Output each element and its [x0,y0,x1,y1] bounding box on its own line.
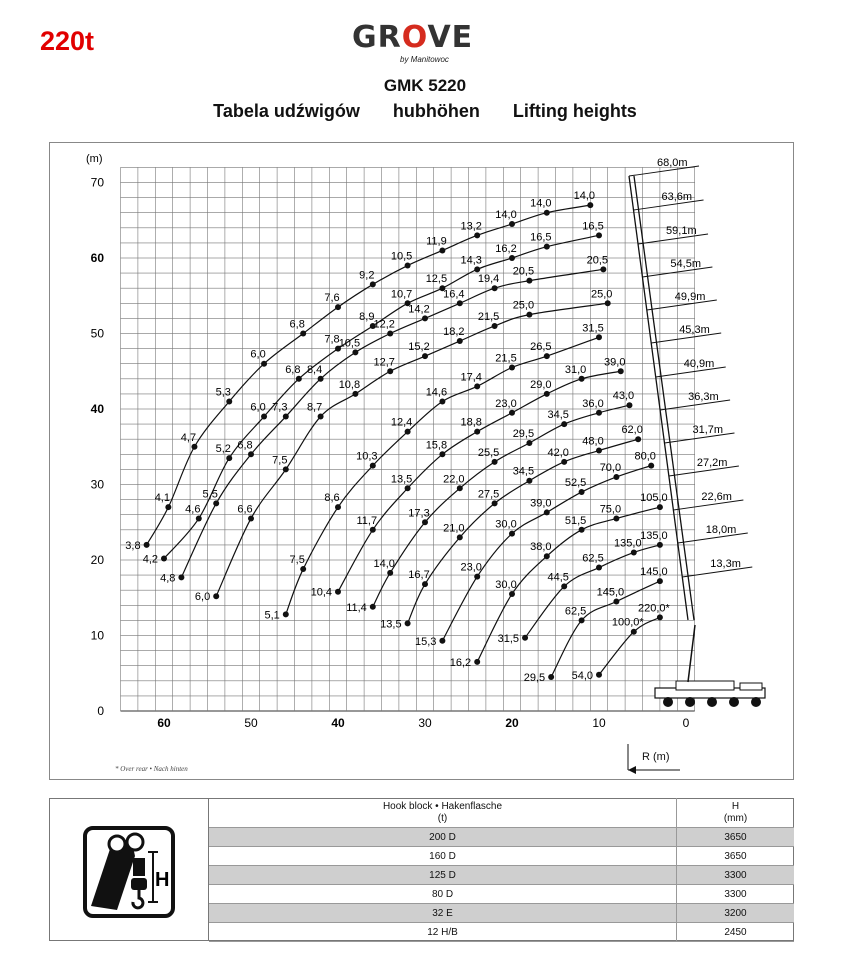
data-label: 10,3 [356,450,378,463]
data-point [300,566,306,572]
data-point [657,578,663,584]
data-label: 14,2 [408,303,430,316]
data-point [596,232,602,238]
title-en: Lifting heights [512,101,637,121]
boom-length-label: 40,9m [683,358,715,370]
data-label: 12,2 [373,318,395,331]
boom-length-label: 13,3m [710,558,741,570]
data-label: 5,5 [202,488,218,501]
data-point [631,549,637,555]
data-label: 13,5 [390,473,413,486]
curves [125,190,670,684]
data-label: 30,0 [495,578,517,591]
hook-icon-cell [49,798,209,941]
data-point [509,221,515,227]
data-label: 21,0 [443,522,465,535]
table-row: 32 E 3200 [209,904,794,923]
data-point [261,414,267,420]
y-tick-label: 10 [90,628,104,643]
data-point [178,574,184,580]
data-label: 15,8 [425,439,448,452]
y-tick-label: 30 [90,477,104,492]
grove-logo: GROVE [352,20,474,55]
data-point [544,553,550,559]
data-label: 23,0 [460,561,482,574]
data-point [648,463,654,469]
data-point [526,478,532,484]
data-point [492,285,498,291]
hook-icon-label: H [155,869,170,891]
boom-length-label: 68,0m [657,157,688,169]
data-label: 6,0 [250,348,266,361]
data-point [318,414,324,420]
y-tick-label: 50 [90,326,104,341]
data-label: 8,4 [306,363,323,376]
data-label: 25,5 [477,446,500,459]
data-label: 9,2 [359,269,375,282]
data-label: 7,8 [324,333,340,346]
data-label: 7,6 [324,292,340,305]
data-point [492,500,498,506]
data-label: 12,7 [373,356,395,369]
data-label: 25,0 [512,299,535,312]
data-label: 100,0* [611,616,644,629]
data-point [618,368,624,374]
data-point [596,410,602,416]
y-tick-label: 70 [90,175,104,190]
data-point [474,659,480,665]
boom-length-label: 63,6m [661,191,693,203]
data-label: 16,2 [495,243,517,255]
data-label: 14,0 [373,557,395,570]
data-label: 23,0 [495,397,517,410]
data-label: 8,6 [324,492,340,505]
data-label: 18,2 [443,326,465,339]
data-point [613,599,619,605]
data-point [422,519,428,525]
boom-length-label: 27,2m [696,457,728,469]
data-point [335,589,341,595]
data-point [439,638,445,644]
data-point [600,266,606,272]
data-point [544,210,550,216]
data-point [387,368,393,374]
data-label: 4,8 [160,572,176,585]
data-point [526,312,532,318]
data-point [387,331,393,337]
data-point [544,244,550,250]
data-point [296,376,302,382]
title-pl: Tabela udźwigów [213,101,360,121]
data-point [144,542,150,548]
data-point [457,534,463,540]
data-label: 31,5 [582,322,604,335]
boom-length-label: 18,0m [705,524,737,536]
data-point [352,349,358,355]
x-tick-label: 50 [244,716,258,730]
table-row: 12 H/B 2450 [209,923,794,942]
data-label: 13,2 [460,220,482,233]
data-point [387,570,393,576]
chart-grid [121,167,695,711]
data-point [596,565,602,571]
table-row: 125 D 3300 [209,866,794,885]
boom-length-label: 49,9m [674,291,706,303]
data-point [544,509,550,515]
col-h-header: H (mm) [677,798,795,828]
data-label: 31,5 [497,632,520,645]
data-label: 14,0 [530,197,552,210]
data-point [439,398,445,404]
data-label: 12,4 [390,416,413,429]
hook-block-table [209,798,794,942]
table-row: 160 D 3650 [209,847,794,866]
data-label: 19,4 [477,273,500,286]
data-point [544,391,550,397]
data-label: 16,4 [443,288,465,301]
data-point [548,674,554,680]
data-point [492,459,498,465]
data-label: 25,0 [590,288,613,301]
data-label: 14,0 [495,209,517,222]
data-point [474,574,480,580]
data-point [261,361,267,367]
hook-block-icon [49,798,209,941]
data-label: 11,4 [346,601,367,614]
data-label: 4,2 [142,553,158,566]
data-label: 36,0 [582,397,604,410]
data-point [561,583,567,589]
data-label: 10,5 [338,337,361,350]
data-point [226,398,232,404]
data-label: 39,0 [530,497,552,510]
data-label: 4,7 [180,431,197,444]
data-point [161,555,167,561]
data-point [165,504,171,510]
data-label: 62,5 [564,605,587,618]
data-label: 7,3 [272,401,288,414]
x-tick-label: 20 [505,716,519,730]
data-label: 145,0 [596,586,625,599]
data-label: 4,6 [185,503,201,516]
data-point [370,604,376,610]
col-hook-block-header: Hook block • Hakenflasche (t) [209,798,677,828]
footnote: * Over rear • Nach hinten [115,765,188,773]
data-label: 21,5 [495,352,517,365]
data-label: 5,1 [264,609,280,622]
data-point [596,672,602,678]
data-point [561,421,567,427]
data-label: 11,7 [356,514,378,527]
data-point [213,593,219,599]
data-label: 30,0 [495,518,517,531]
data-label: 6,8 [285,363,301,376]
data-label: 5,3 [215,386,231,399]
data-label: 15,2 [408,341,430,354]
data-label: 38,0 [530,541,552,554]
boom-length-label: 31,7m [692,424,724,436]
data-point [405,485,411,491]
data-label: 29,5 [523,672,546,685]
x-tick-label: 60 [157,716,171,730]
title-de: hubhöhen [392,101,480,121]
data-label: 62,5 [582,552,604,565]
boom-length-label: 54,5m [670,258,701,270]
data-point [474,383,480,389]
data-point [335,504,341,510]
data-label: 10,7 [390,288,413,301]
data-point [474,429,480,435]
data-label: 16,5 [582,220,604,233]
data-point [657,614,663,620]
y-axis-label: (m) [86,153,103,165]
data-point [439,247,445,253]
data-point [422,581,428,587]
data-point [474,232,480,238]
data-point [405,263,411,269]
data-point [509,364,515,370]
data-label: 21,5 [477,310,500,323]
data-label: 54,0 [571,669,593,682]
data-point [196,515,202,521]
data-label: 13,5 [380,618,402,631]
data-label: 20,5 [512,265,535,278]
boom-length-label: 22,6m [701,491,732,503]
data-label: 27,5 [477,488,500,501]
data-point [300,331,306,337]
boom-length-labels [629,157,752,577]
y-tick-label: 60 [90,251,104,265]
data-point [335,304,341,310]
data-label: 62,0 [621,424,643,437]
data-point [370,527,376,533]
data-label: 6,6 [237,503,253,516]
data-point [439,451,445,457]
data-label: 11,9 [426,235,447,248]
data-label: 14,0 [573,190,596,203]
data-point [283,611,289,617]
table-row: 80 D 3300 [209,885,794,904]
brand-byline: by Manitowoc [400,55,449,64]
data-label: 51,5 [564,514,587,527]
data-label: 145,0 [640,566,668,579]
x-tick-label: 30 [418,716,432,730]
data-label: 16,7 [408,569,430,582]
data-label: 34,5 [512,465,535,478]
data-label: 10,5 [390,250,413,263]
x-tick-label: 40 [331,716,345,730]
data-point [657,542,663,548]
data-point [561,459,567,465]
data-point [370,463,376,469]
table-row: 200 D 3650 [209,828,794,847]
data-point [457,300,463,306]
data-point [579,376,585,382]
y-tick-label: 40 [90,402,104,416]
data-point [422,353,428,359]
data-label: 14,6 [425,386,448,399]
data-label: 3,8 [125,539,141,552]
data-point [635,436,641,442]
data-label: 75,0 [599,503,622,516]
data-label: 17,4 [460,371,482,384]
data-label: 135,0 [640,529,668,542]
data-point [509,531,515,537]
data-point [509,255,515,261]
data-label: 6,8 [289,318,305,331]
data-label: 16,5 [530,231,552,244]
data-point [509,410,515,416]
data-point [405,429,411,435]
data-label: 31,0 [564,363,587,376]
data-point [613,515,619,521]
data-label: 6,0 [250,401,266,414]
data-label: 8,9 [359,310,375,323]
data-label: 7,5 [289,554,305,567]
data-label: 12,5 [425,273,448,286]
data-label: 16,2 [449,656,472,669]
data-point [283,414,289,420]
data-point [587,202,593,208]
data-point [474,266,480,272]
data-point [626,402,632,408]
data-label: 26,5 [530,341,552,354]
data-point [631,629,637,635]
data-label: 7,5 [272,454,288,467]
data-point [352,391,358,397]
data-point [509,591,515,597]
y-axis-ticks [91,176,105,719]
data-label: 80,0 [634,450,656,463]
data-label: 29,0 [530,378,552,391]
data-label: 43,0 [612,390,635,403]
data-label: 10,8 [338,378,361,391]
r-axis-arrowhead [628,766,636,774]
data-point [579,489,585,495]
data-label: 5,2 [215,443,231,456]
data-point [522,635,528,641]
data-point [526,278,532,284]
data-point [605,300,611,306]
data-point [191,444,197,450]
data-point [526,440,532,446]
data-label: 17,3 [408,507,430,520]
data-label: 14,3 [460,254,482,267]
data-label: 15,3 [414,635,437,648]
data-point [544,353,550,359]
data-label: 135,0 [614,537,642,550]
data-point [248,451,254,457]
data-point [283,466,289,472]
data-point [579,527,585,533]
boom-length-label: 45,3m [679,324,710,336]
data-label: 52,5 [564,477,587,490]
capacity-title: 220t [40,26,95,56]
x-axis-ticks [157,716,689,730]
data-point [405,620,411,626]
data-point [457,338,463,344]
boom-length-label: 59,1m [666,225,697,237]
data-label: 220,0* [637,602,670,615]
data-label: 22,0 [443,473,465,486]
data-point [657,504,663,510]
data-label: 39,0 [604,356,626,369]
x-tick-label: 0 [682,716,690,730]
data-point [226,455,232,461]
data-label: 42,0 [547,446,569,459]
data-label: 4,1 [154,492,170,505]
data-label: 44,5 [547,571,569,584]
data-label: 6,0 [194,591,211,604]
data-point [213,500,219,506]
data-label: 70,0 [599,461,622,474]
data-point [457,485,463,491]
data-point [613,474,619,480]
data-point [422,315,428,321]
y-tick-label: 0 [97,704,104,718]
data-label: 18,8 [460,416,482,429]
data-label: 8,7 [306,401,323,414]
data-label: 48,0 [582,435,604,448]
data-point [492,323,498,329]
data-point [370,281,376,287]
data-point [596,334,602,340]
data-label: 29,5 [512,427,535,440]
data-label: 20,5 [586,254,609,267]
x-tick-label: 10 [592,716,606,730]
data-point [596,448,602,454]
y-tick-label: 20 [90,553,104,567]
data-point [318,376,324,382]
data-label: 6,8 [237,439,253,452]
boom-length-label: 36,3m [688,391,719,403]
data-point [579,617,585,623]
data-label: 34,5 [547,409,569,422]
data-point [248,515,254,521]
x-axis-label: R (m) [642,751,670,763]
data-label: 105,0 [640,492,668,505]
model-title: GMK 5220 [383,76,467,95]
data-label: 10,4 [310,586,332,599]
